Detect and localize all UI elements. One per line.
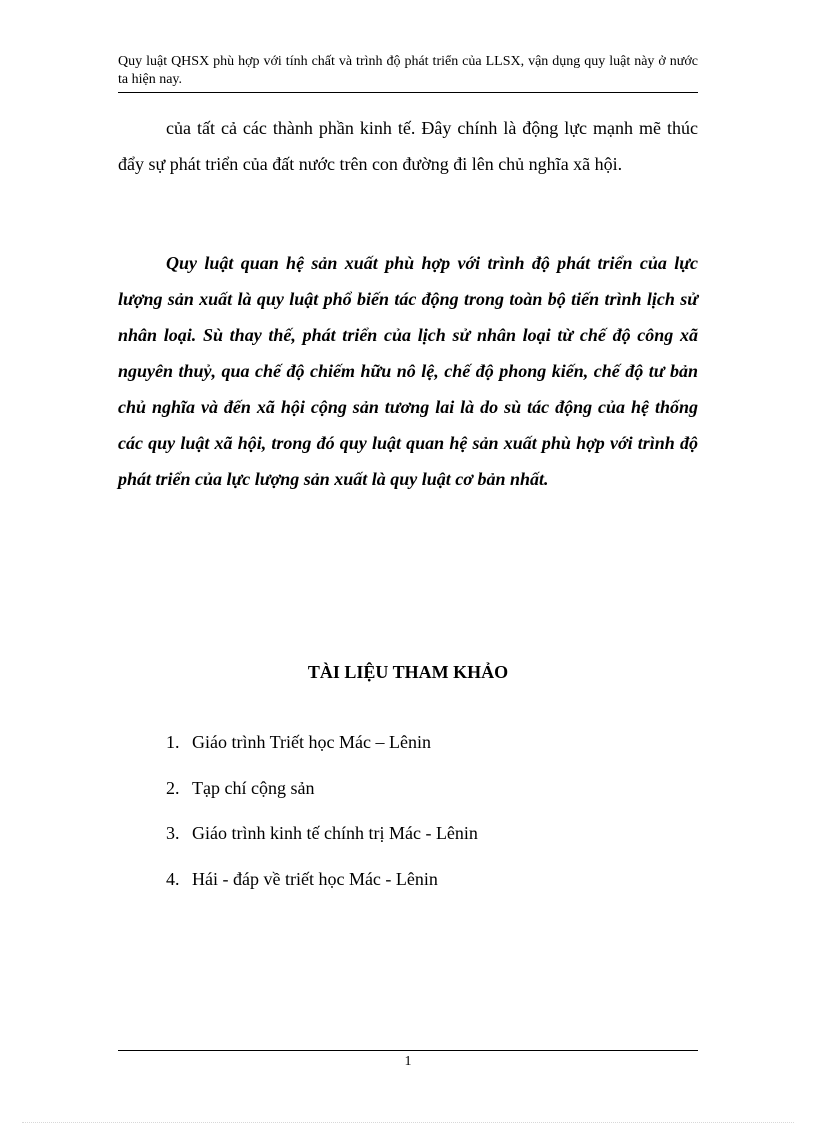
- reference-text: Giáo trình kinh tế chính trị Mác - Lênin: [192, 823, 478, 844]
- body-paragraph-2: Quy luật quan hệ sản xuất phù hợp với trình độ phát triển của lực lượng sản xuất là quy luật phổ biến tác động trong toàn bộ tiến trình lịch sử nhân loại. Sù thay thế, phát triển của lịch sử nhân loại từ chế độ công xã nguyên thuỷ, qua chế độ chiếm hữu nô lệ, chế độ phong kiến, chế độ tư bản chủ nghĩa và đến xã hội cộng sản tương lai là do sù tác động của hệ thống các quy luật xã hội, trong đó quy luật quan hệ sản xuất phù hợp với trình độ phát triển của lực lượng sản xuất là quy luật cơ bản nhất.: [118, 253, 698, 489]
- reference-number: 3.: [166, 823, 180, 844]
- reference-item: [166, 774, 686, 820]
- reference-text: Giáo trình Triết học Mác – Lênin: [192, 732, 431, 752]
- reference-text: Hái - đáp về triết học Mác - Lênin: [192, 869, 438, 890]
- reference-item: [166, 865, 686, 911]
- page-number: 1: [404, 1054, 412, 1069]
- references-list: [166, 728, 686, 911]
- reference-item: [166, 819, 686, 865]
- reference-number: 1.: [166, 732, 180, 752]
- reference-number: 2.: [166, 777, 180, 798]
- reference-item: [166, 728, 686, 774]
- references-title: TÀI LIỆU THAM KHẢO: [307, 662, 509, 682]
- footer-divider: [118, 1050, 698, 1051]
- header-divider: [118, 92, 698, 93]
- page-header: Quy luật QHSX phù hợp với tính chất và trình độ phát triển của LLSX, vận dụng quy luật này ở nước ta hiện nay.: [118, 54, 698, 87]
- reference-text: Tạp chí cộng sản: [192, 777, 315, 798]
- body-paragraph-1: của tất cả các thành phần kinh tế. Đây chính là động lực mạnh mẽ thúc đẩy sự phát triển của đất nước trên con đường đi lên chủ nghĩa xã hội.: [118, 118, 698, 174]
- reference-number: 4.: [166, 869, 180, 890]
